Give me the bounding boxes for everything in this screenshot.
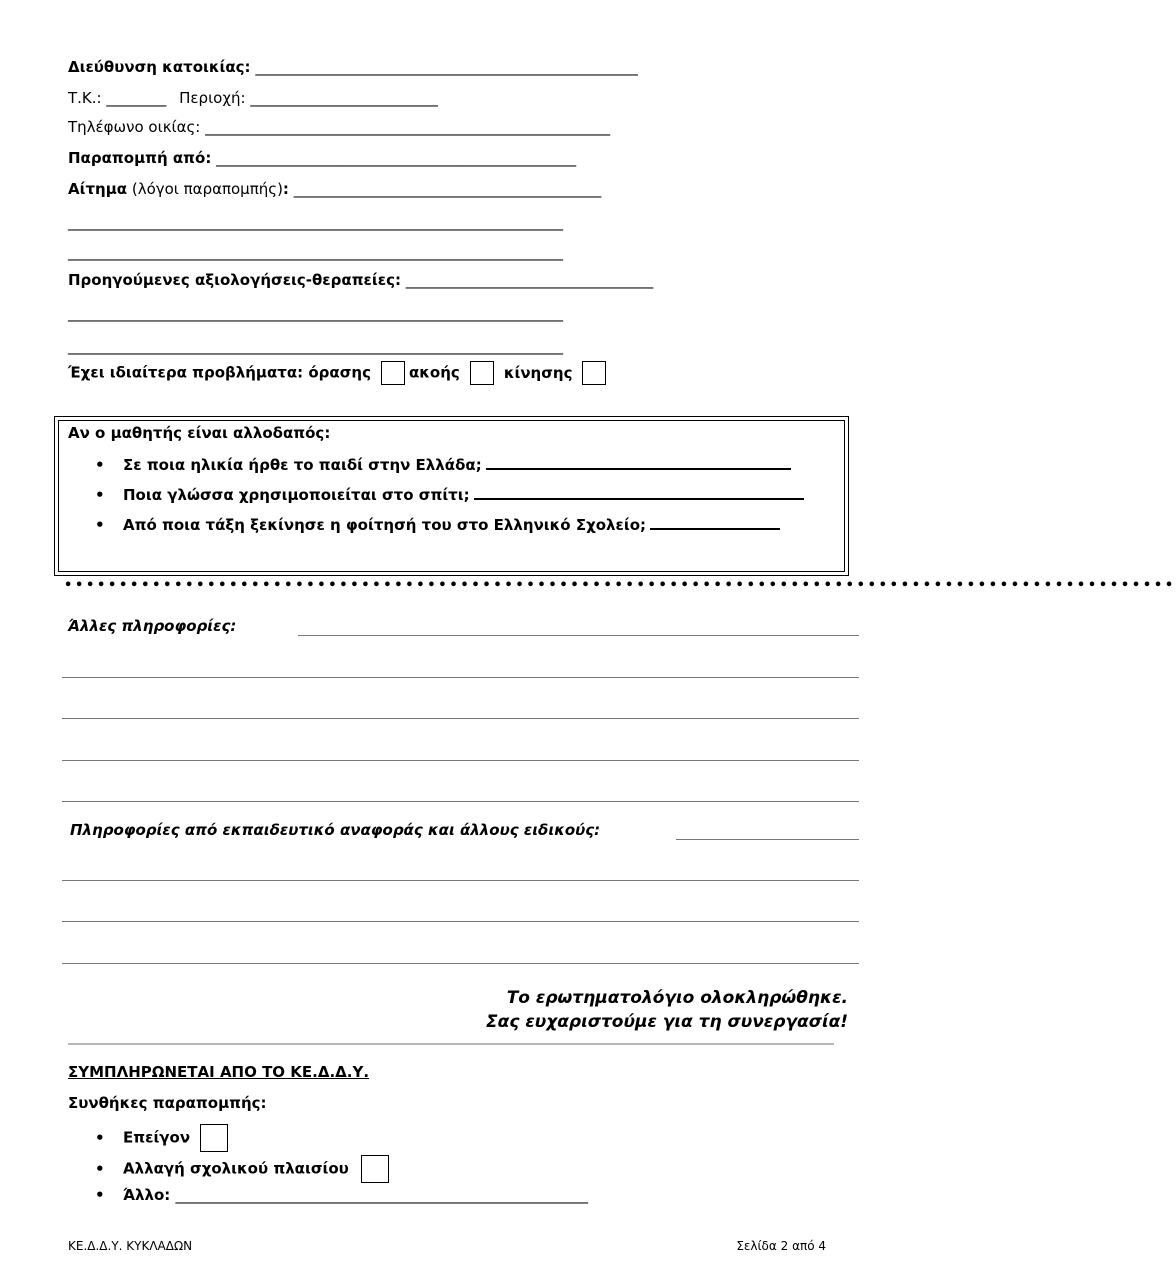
- referral-row: [68, 149, 576, 167]
- other-info-line-2[interactable]: [62, 718, 859, 719]
- other-info-label: Άλλες πληροφορίες:: [68, 617, 237, 635]
- school-change-item: [95, 1155, 393, 1183]
- conditions-label: Συνθήκες παραπομπής:: [68, 1094, 267, 1112]
- hearing-checkbox[interactable]: [470, 361, 494, 385]
- bullet: •: [95, 1159, 105, 1178]
- request-label: Αίτημα: [68, 180, 128, 198]
- bullet: •: [95, 486, 105, 504]
- bullet: •: [95, 1128, 105, 1147]
- request-field[interactable]: _________________________________________: [293, 180, 602, 198]
- request-row: [68, 180, 601, 198]
- prior-row: [68, 271, 653, 289]
- teacher-info-line-2[interactable]: [62, 921, 859, 922]
- referral-label: Παραπομπή από:: [68, 149, 212, 167]
- urgent-item: [95, 1124, 232, 1152]
- school-change-checkbox[interactable]: [361, 1155, 389, 1183]
- teacher-info-line-0[interactable]: [676, 839, 859, 840]
- problems-label: Έχει ιδιαίτερα προβλήματα: όρασης: [68, 363, 371, 382]
- request-continuation-2[interactable]: __________________________________________________________________: [68, 243, 563, 261]
- foreign-item-age: [95, 454, 791, 474]
- address-row: [68, 58, 638, 76]
- motion-checkbox[interactable]: [582, 361, 606, 385]
- dotted-separator: •••••••••••••••••••••••••••••••••••••••••••••••••••••••••••••••••••••••••••••••••••••••••••••••••••••: [64, 578, 1176, 593]
- hearing-label: ακοής: [408, 363, 460, 382]
- phone-field[interactable]: _________: [205, 118, 273, 136]
- bullet: •: [95, 516, 105, 534]
- postal-code-label: Τ.Κ.:: [68, 89, 102, 107]
- area-field-ext[interactable]: ____: [407, 89, 438, 107]
- request-continuation-1[interactable]: __________________________________________________________________: [68, 213, 563, 231]
- school-change-label: Αλλαγή σχολικού πλαισίου: [123, 1159, 349, 1178]
- teacher-info-line-3[interactable]: [62, 963, 859, 964]
- foreign-item-label: Από ποια τάξη ξεκίνησε η φοίτησή του στο Ελληνικό Σχολείο;: [123, 516, 647, 534]
- thanks-line-1: Το ερωτηματολόγιο ολοκληρώθηκε.: [506, 988, 848, 1008]
- other-field[interactable]: _______________________________________________________: [175, 1186, 588, 1204]
- kedy-heading: ΣΥΜΠΛΗΡΩΝΕΤΑΙ ΑΠΟ ΤΟ ΚΕ.Δ.Δ.Υ.: [68, 1063, 370, 1081]
- other-info-line-4[interactable]: [62, 801, 859, 802]
- teacher-info-label: Πληροφορίες από εκπαιδευτικό αναφοράς και άλλους ειδικούς:: [70, 821, 601, 839]
- footer-page-number: Σελίδα 2 από 4: [736, 1239, 826, 1253]
- language-field[interactable]: [474, 484, 804, 500]
- teacher-info-line-1[interactable]: [62, 880, 859, 881]
- area-label: Περιοχή:: [179, 89, 246, 107]
- area-field[interactable]: _____________________: [250, 89, 408, 107]
- bullet: •: [95, 456, 105, 474]
- prior-label: Προηγούμενες αξιολογήσεις-θεραπείες:: [68, 271, 401, 289]
- referral-field[interactable]: ________________________________________________: [216, 149, 577, 167]
- foreign-title: Αν ο μαθητής είναι αλλοδαπός:: [68, 424, 331, 442]
- request-paren: (λόγοι παραπομπής): [131, 180, 283, 198]
- foreign-item-label: Σε ποια ηλικία ήρθε το παιδί στην Ελλάδα;: [123, 456, 482, 474]
- class-field[interactable]: [650, 514, 780, 530]
- foreign-item-label: Ποια γλώσσα χρησιμοποιείται στο σπίτι;: [123, 486, 470, 504]
- foreign-item-class: [95, 514, 780, 534]
- postal-area-row: [68, 89, 438, 107]
- urgent-label: Επείγον: [123, 1128, 191, 1147]
- phone-row: [68, 118, 610, 136]
- thanks-line-2: Σας ευχαριστούμε για τη συνεργασία!: [486, 1012, 848, 1032]
- footer-left: ΚΕ.Δ.Δ.Υ. ΚΥΚΛΑΔΩΝ: [68, 1239, 193, 1253]
- problems-row: [68, 361, 610, 385]
- motion-label: κίνησης: [503, 363, 573, 382]
- bullet: •: [95, 1186, 105, 1204]
- thanks-message: [486, 986, 848, 1034]
- other-info-line-3[interactable]: [62, 760, 859, 761]
- other-item: [95, 1186, 588, 1204]
- section-separator: [68, 1043, 834, 1045]
- prior-continuation-1[interactable]: __________________________________________________________________: [68, 304, 563, 322]
- postal-code-field[interactable]: ________: [106, 89, 167, 107]
- age-field[interactable]: [486, 454, 791, 470]
- prior-field[interactable]: _________________________________: [405, 271, 654, 289]
- urgent-checkbox[interactable]: [200, 1124, 228, 1152]
- vision-checkbox[interactable]: [381, 361, 405, 385]
- request-colon: :: [282, 180, 289, 198]
- other-info-line-1[interactable]: [62, 677, 859, 678]
- address-field[interactable]: ___________________________________________________: [255, 58, 638, 76]
- phone-label: Τηλέφωνο οικίας:: [68, 118, 201, 136]
- address-label: Διεύθυνση κατοικίας:: [68, 58, 251, 76]
- foreign-item-language: [95, 484, 804, 504]
- other-label: Άλλο:: [123, 1186, 171, 1204]
- phone-field-ext[interactable]: _____________________________________________: [272, 118, 611, 136]
- prior-continuation-2[interactable]: __________________________________________________________________: [68, 337, 563, 355]
- other-info-line-0[interactable]: [298, 635, 859, 636]
